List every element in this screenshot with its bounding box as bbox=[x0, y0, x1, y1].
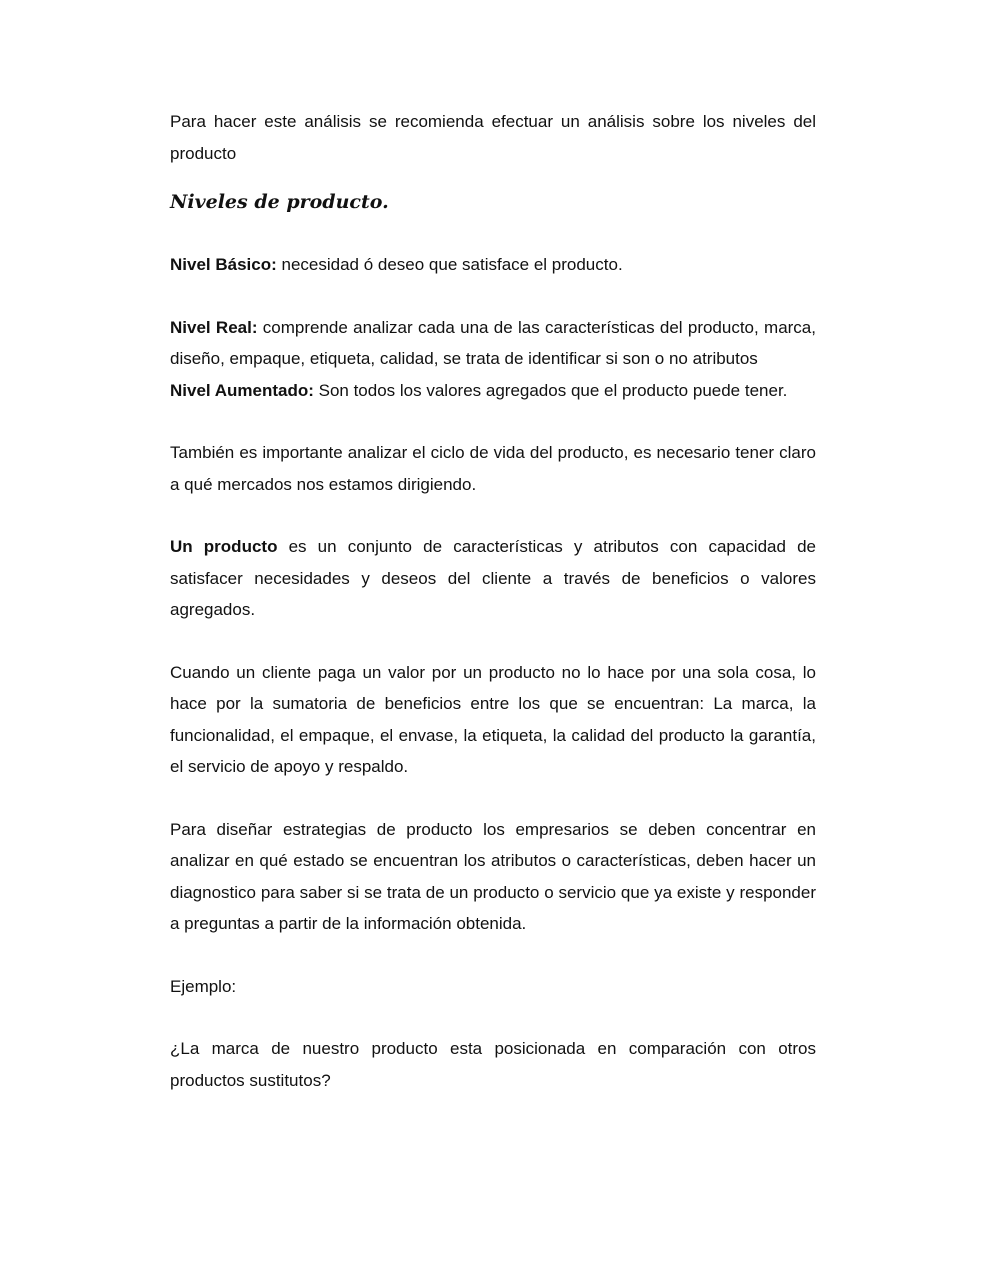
nivel-aumentado-text: Son todos los valores agregados que el producto puede tener. bbox=[313, 380, 788, 400]
definicion-paragraph bbox=[170, 531, 816, 626]
estrategias-paragraph: Para diseñar estrategias de producto los empresarios se deben concentrar en analizar en qué estado se encuentran los atributos o características, deben hacer un diagnostico para saber si se trata de un producto o servicio que ya existe y responder a preguntas a partir de la información obtenida. bbox=[170, 819, 816, 933]
ejemplo-label: Ejemplo: bbox=[170, 976, 237, 996]
pregunta-paragraph: ¿La marca de nuestro producto esta posicionada en comparación con otros productos sustitutos? bbox=[170, 1039, 816, 1090]
nivel-basico-paragraph bbox=[170, 249, 816, 281]
intro-paragraph: Para hacer este análisis se recomienda efectuar un análisis sobre los niveles del producto bbox=[170, 112, 816, 163]
nivel-real-text: comprende analizar cada una de las características del producto, marca, diseño, empaque, etiqueta, calidad, se trata de identificar si son o no atributos bbox=[170, 317, 816, 368]
nivel-real-paragraph bbox=[170, 312, 816, 375]
cliente-paragraph: Cuando un cliente paga un valor por un producto no lo hace por una sola cosa, lo hace por la sumatoria de beneficios entre los que se encuentran: La marca, la funcionalidad, el empaque, el envase, la etiqueta, la calidad del producto la garantía, el servicio de apoyo y respaldo. bbox=[170, 662, 816, 776]
ciclo-paragraph: También es importante analizar el ciclo de vida del producto, es necesario tener claro a qué mercados nos estamos dirigiendo. bbox=[170, 443, 816, 494]
definicion-label: Un producto bbox=[170, 537, 278, 556]
nivel-real-label: Nivel Real: bbox=[170, 317, 258, 337]
definicion-text: es un conjunto de características y atributos con capacidad de satisfacer necesidades y deseos del cliente a través de beneficios o valores agregados. bbox=[170, 537, 816, 619]
nivel-basico-text: necesidad ó deseo que satisface el producto. bbox=[276, 255, 623, 274]
document-body bbox=[170, 106, 816, 1096]
nivel-aumentado-paragraph bbox=[170, 375, 816, 407]
nivel-aumentado-label: Nivel Aumentado: bbox=[170, 380, 314, 400]
section-heading: Niveles de producto. bbox=[170, 191, 389, 213]
nivel-basico-label: Nivel Básico: bbox=[170, 255, 277, 274]
